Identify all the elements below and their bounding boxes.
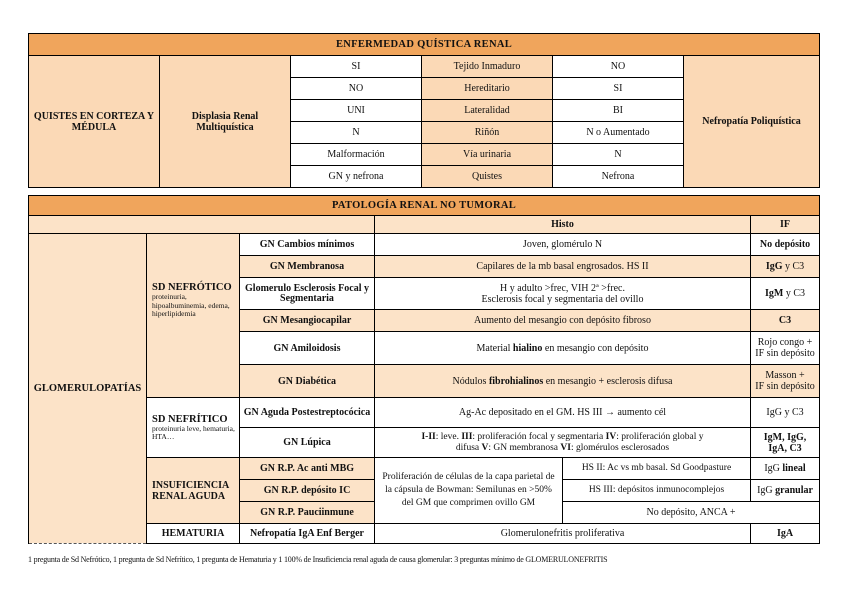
histo-cell: Aumento del mesangio con depósito fibroso xyxy=(375,310,751,332)
disease-name: GN Lúpica xyxy=(240,428,375,458)
cell-a: GN y nefrona xyxy=(291,166,422,188)
if-rest: IgG xyxy=(764,463,783,474)
histo-text: Material xyxy=(476,342,513,354)
section-title: ENFERMEDAD QUÍSTICA RENAL xyxy=(29,34,820,56)
if-strong: granular xyxy=(775,485,813,496)
if-rest: y C3 xyxy=(782,261,805,272)
histo-cell: HS III: depósitos inmunocomplejos xyxy=(563,480,751,502)
histo-cell xyxy=(375,332,751,365)
histo-cell xyxy=(375,278,751,310)
sd-nefritico-label xyxy=(147,398,240,458)
cell-b: SI xyxy=(553,78,684,100)
histo-text: : glomérulos esclerosados xyxy=(570,442,670,453)
histo-if-cell: No depósito, ANCA + xyxy=(563,502,820,524)
feature-cell: Hereditario xyxy=(422,78,553,100)
patologia-renal-table xyxy=(28,195,820,544)
histo-strong: VI xyxy=(560,442,571,453)
feature-cell: Tejido Inmaduro xyxy=(422,56,553,78)
glomerulopatias-label: GLOMERULOPATÍAS xyxy=(29,234,147,544)
if-cell: IgM, IgG, IgA, C3 xyxy=(751,428,820,458)
if-cell: C3 xyxy=(751,310,820,332)
if-cell xyxy=(751,480,820,502)
left-label: QUISTES EN CORTEZA Y MÉDULA xyxy=(29,56,160,188)
histo-line xyxy=(378,432,747,443)
if-cell xyxy=(751,256,820,278)
displasia-label: Displasia Renal Multiquística xyxy=(160,56,291,188)
cell-a: SI xyxy=(291,56,422,78)
section-title: PATOLOGÍA RENAL NO TUMORAL xyxy=(29,196,820,216)
if-cell xyxy=(751,365,820,398)
cell-b: N o Aumentado xyxy=(553,122,684,144)
histo-line: Esclerosis focal y segmentaria del ovillo xyxy=(481,293,644,305)
if-strong: lineal xyxy=(782,463,806,474)
histo-text: : GN membranosa xyxy=(488,442,561,453)
histo-line xyxy=(378,443,747,454)
histo-text: en mesangio con depósito xyxy=(542,342,649,354)
histo-strong: I-II xyxy=(421,432,436,442)
histo-strong: III xyxy=(461,432,473,442)
poliquistica-label: Nefropatía Poliquística xyxy=(684,56,820,188)
histo-line: H y adulto >frec, VIH 2ª >frec. xyxy=(500,282,625,294)
histo-cell: HS II: Ac vs mb basal. Sd Goodpasture xyxy=(563,458,751,480)
cell-a: N xyxy=(291,122,422,144)
histo-header: Histo xyxy=(375,216,751,234)
if-cell xyxy=(751,458,820,480)
enfermedad-quistica-table xyxy=(28,33,820,188)
disease-name: GN Membranosa xyxy=(240,256,375,278)
disease-name: GN Diabética xyxy=(240,365,375,398)
if-line: Masson + xyxy=(765,370,805,381)
insuficiencia-label: INSUFICIENCIA RENAL AGUDA xyxy=(147,458,240,524)
disease-name: GN Cambios mínimos xyxy=(240,234,375,256)
if-cell: No depósito xyxy=(751,234,820,256)
histo-cell: Glomerulonefritis proliferativa xyxy=(375,524,751,544)
histo-cell xyxy=(375,365,751,398)
feature-cell: Quistes xyxy=(422,166,553,188)
disease-name: GN Mesangiocapilar xyxy=(240,310,375,332)
sd-nefritico-sub: proteinuria leve, hematuria, HTA… xyxy=(152,423,235,441)
if-line: Rojo congo + xyxy=(757,337,813,348)
disease-name: GN Amiloidosis xyxy=(240,332,375,365)
sd-nefrotico-label xyxy=(147,234,240,398)
cell-a: UNI xyxy=(291,100,422,122)
disease-name: GN Aguda Postestreptocócica xyxy=(240,398,375,428)
hematuria-label: HEMATURIA xyxy=(147,524,240,544)
if-rest: y C3 xyxy=(783,288,806,299)
if-strong: IgG xyxy=(765,261,783,272)
if-rest: IgG xyxy=(757,485,776,496)
histo-cell: Capilares de la mb basal engrosados. HS II xyxy=(375,256,751,278)
disease-name: Glomerulo Esclerosis Focal y Segmentaria xyxy=(240,278,375,310)
cell-a: Malformación xyxy=(291,144,422,166)
cell-b: N xyxy=(553,144,684,166)
if-cell: IgA xyxy=(751,524,820,544)
histo-text: difusa xyxy=(455,442,482,453)
histo-text: : proliferación focal y segmentaria xyxy=(472,432,606,442)
if-cell xyxy=(751,278,820,310)
if-cell: IgG y C3 xyxy=(751,398,820,428)
histo-text: : leve. xyxy=(435,432,462,442)
histo-cell: Ag-Ac depositado en el GM. HS III → aumento cél xyxy=(375,398,751,428)
histo-strong: fibrohialinos xyxy=(488,375,544,387)
histo-text: en mesangio + esclerosis difusa xyxy=(543,375,673,387)
cell-b: NO xyxy=(553,56,684,78)
cell-a: NO xyxy=(291,78,422,100)
cell-b: Nefrona xyxy=(553,166,684,188)
histo-cell: Joven, glomérulo N xyxy=(375,234,751,256)
histo-shared-cell: Proliferación de células de la capa parietal de la cápsula de Bowman: Semilunas en >50% del GM que comprimen ovillo GM xyxy=(375,458,563,524)
if-strong: IgM xyxy=(765,288,784,299)
feature-cell: Vía urinaria xyxy=(422,144,553,166)
header-blank xyxy=(29,216,375,234)
footnote: 1 pregunta de Sd Nefrótico, 1 pregunta de Sd Nefrítico, 1 pregunta de Hematuria y 1 100% de Insuficiencia renal aguda de causa glomerular: 3 preguntas mínimo de GLOMERULONEFRITIS xyxy=(28,555,608,564)
feature-cell: Lateralidad xyxy=(422,100,553,122)
sd-nefritico-title: SD NEFRÍTICO xyxy=(152,413,228,425)
if-header: IF xyxy=(751,216,820,234)
disease-name: Nefropatía IgA Enf Berger xyxy=(240,524,375,544)
histo-strong: V xyxy=(481,442,489,453)
if-cell xyxy=(751,332,820,365)
histo-strong: hialino xyxy=(512,342,543,354)
histo-text: Nódulos xyxy=(452,375,489,387)
sd-nefrotico-sub: proteinuria, hipoalbuminemia, edema, hiperlipidemia xyxy=(152,292,230,319)
histo-text: : proliferación global y xyxy=(616,432,704,442)
disease-name: GN R.P. Pauciinmune xyxy=(240,502,375,524)
sd-nefrotico-title: SD NEFRÓTICO xyxy=(152,282,232,294)
histo-strong: IV xyxy=(605,432,617,442)
histo-cell xyxy=(375,428,751,458)
disease-name: GN R.P. depósito IC xyxy=(240,480,375,502)
feature-cell: Riñón xyxy=(422,122,553,144)
if-line: IF sin depósito xyxy=(755,381,815,392)
cell-b: BI xyxy=(553,100,684,122)
disease-name: GN R.P. Ac anti MBG xyxy=(240,458,375,480)
if-line: IF sin depósito xyxy=(755,348,815,359)
